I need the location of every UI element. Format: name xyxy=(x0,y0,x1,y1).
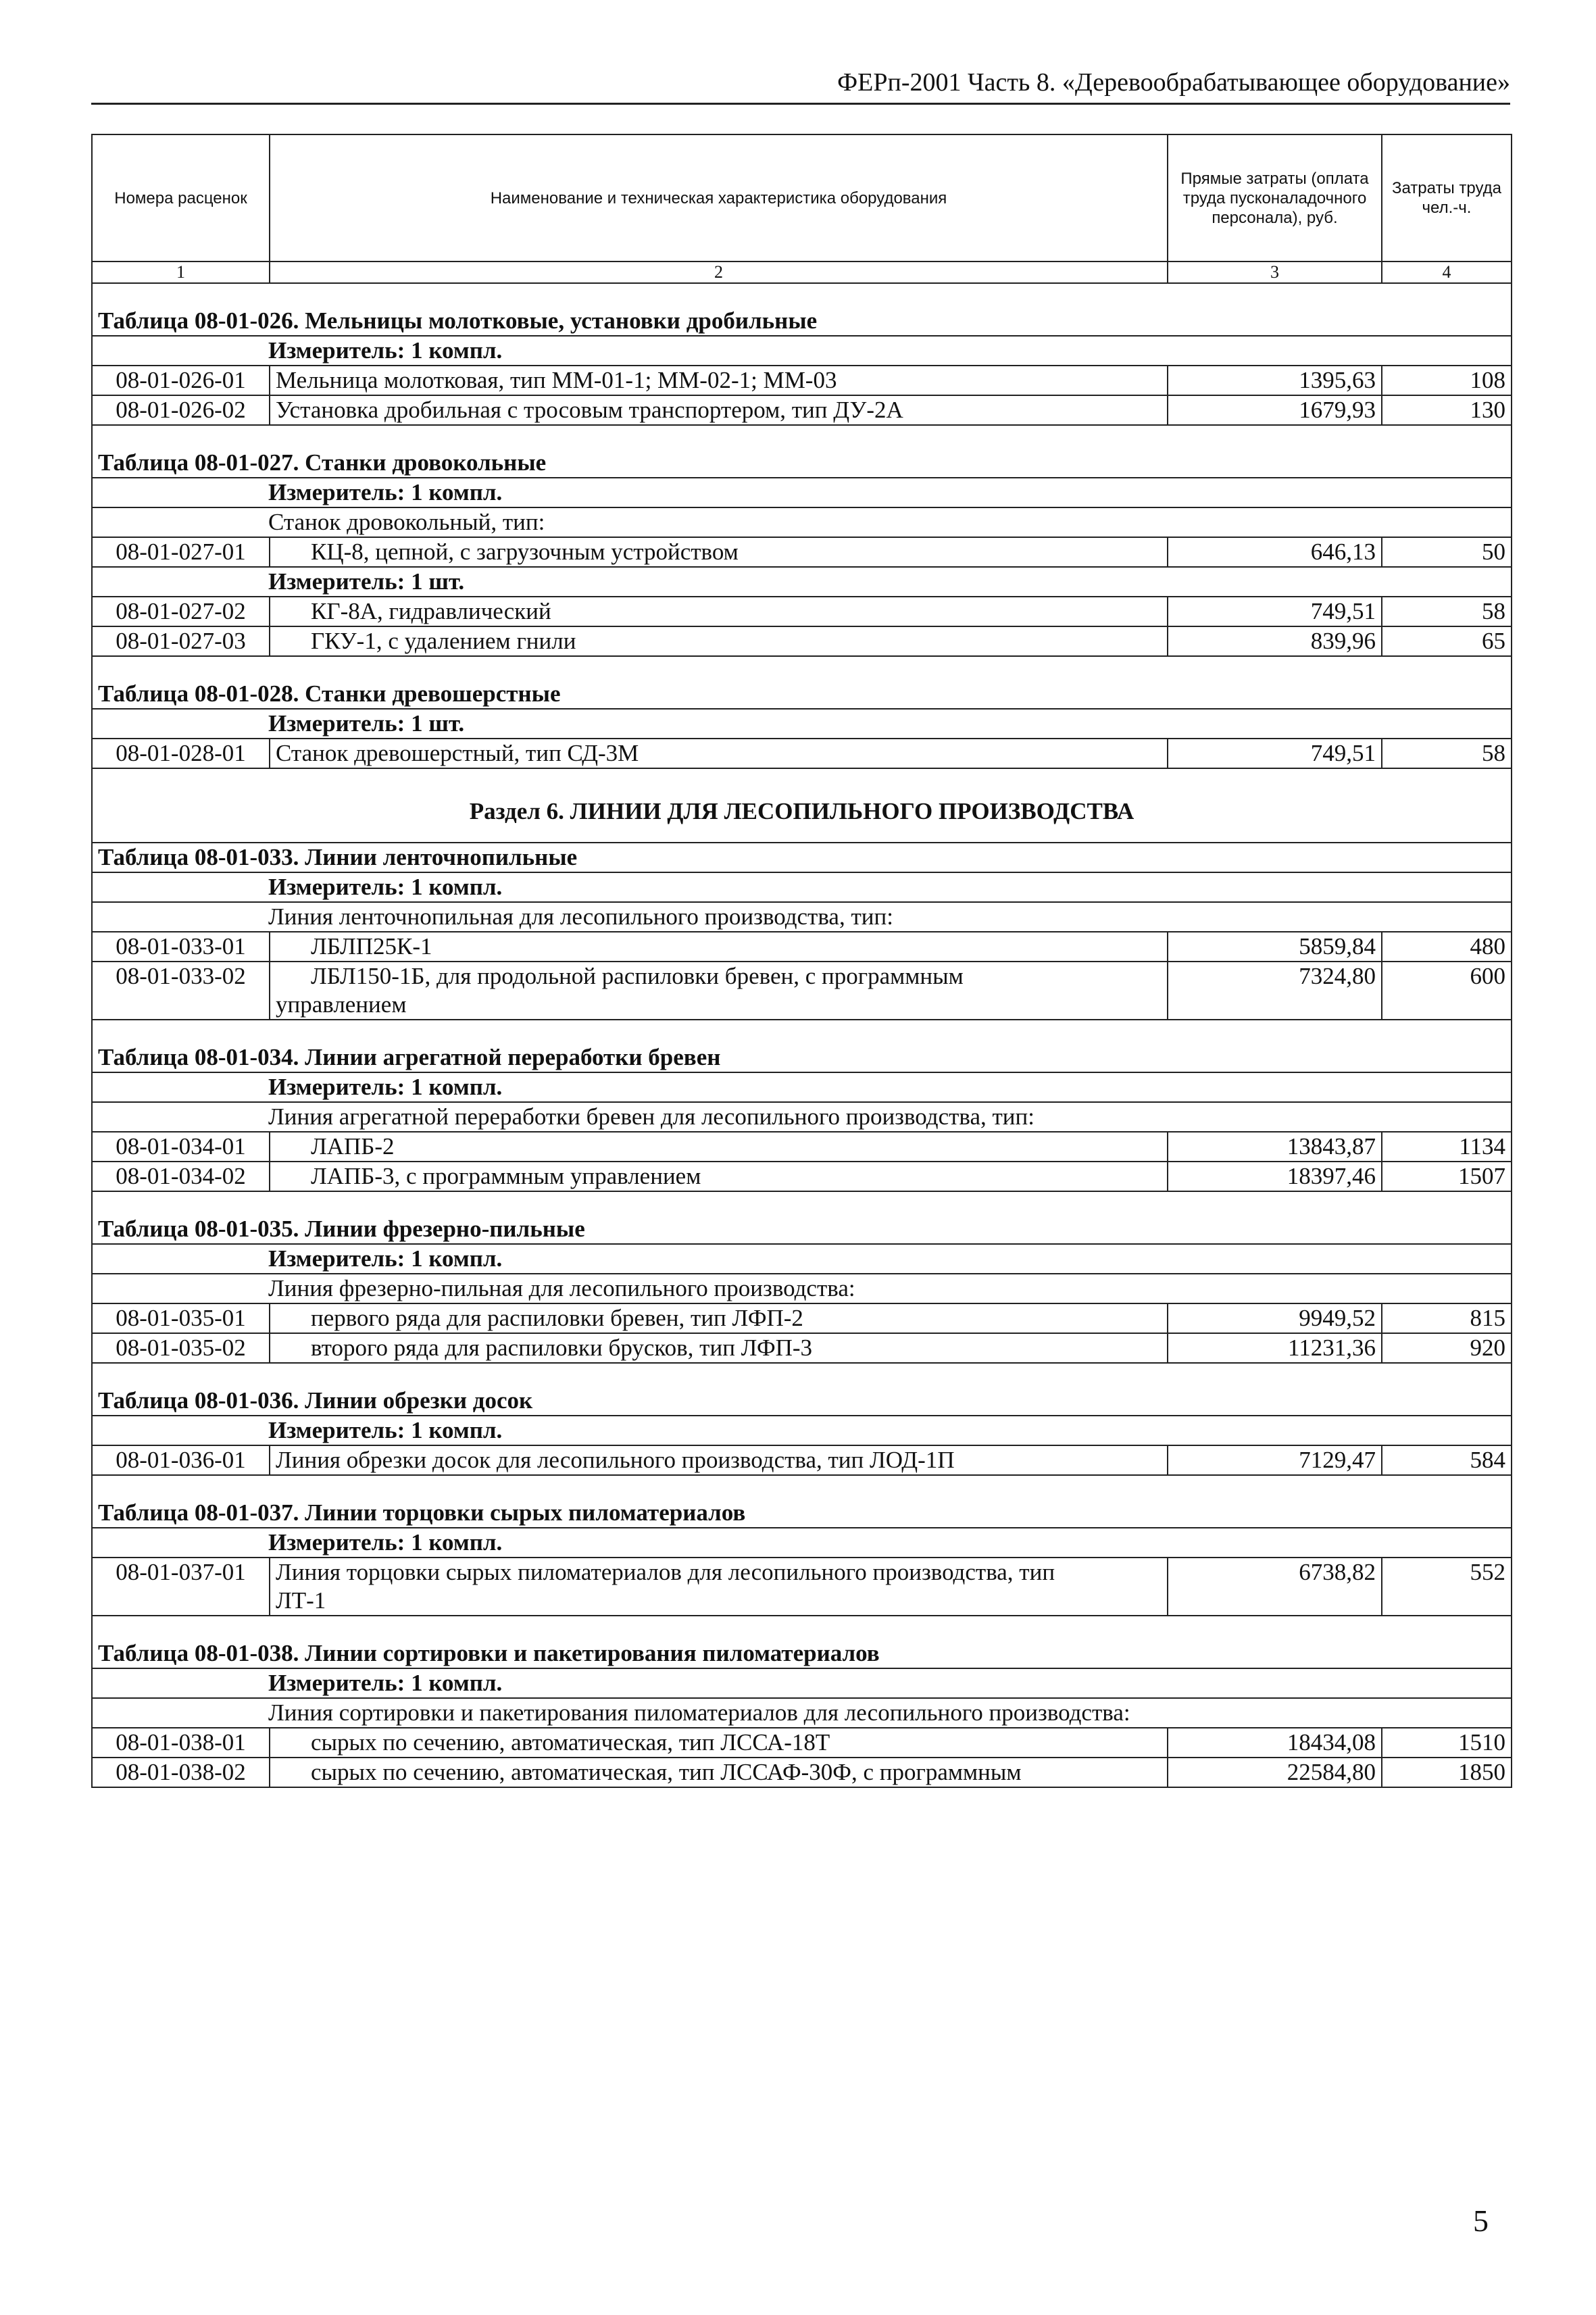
cost-value: 646,13 xyxy=(1168,537,1382,567)
cost-value: 6738,82 xyxy=(1168,1558,1382,1616)
column-number-row xyxy=(92,262,1512,283)
table-title: Таблица 08-01-028. Станки древошерстные xyxy=(92,656,1512,709)
table-title: Таблица 08-01-034. Линии агрегатной переработки бревен xyxy=(92,1020,1512,1072)
table-row xyxy=(92,597,1512,626)
table-row xyxy=(92,1333,1512,1363)
equipment-name: КГ-8А, гидравлический xyxy=(270,597,1168,626)
equipment-name-line2: управлением xyxy=(276,991,407,1018)
cost-value: 9949,52 xyxy=(1168,1303,1382,1333)
equipment-name-line1: ЛБЛ150-1Б, для продольной распиловки бревен, с программным xyxy=(311,963,964,989)
equipment-name: Установка дробильная с тросовым транспортером, тип ДУ-2А xyxy=(270,395,1168,425)
labor-value: 552 xyxy=(1382,1558,1512,1616)
cost-value: 7324,80 xyxy=(1168,962,1382,1020)
equipment-name: ГКУ-1, с удалением гнили xyxy=(270,626,1168,656)
unit-label: Измеритель: 1 компл. xyxy=(92,336,1512,366)
group-subhead: Линия агрегатной переработки бревен для лесопильного производства, тип: xyxy=(92,1102,1512,1132)
rate-code: 08-01-027-03 xyxy=(92,626,270,656)
equipment-name: КЦ-8, цепной, с загрузочным устройством xyxy=(270,537,1168,567)
labor-value: 65 xyxy=(1382,626,1512,656)
cost-value: 11231,36 xyxy=(1168,1333,1382,1363)
labor-value: 1510 xyxy=(1382,1728,1512,1758)
col-header-name: Наименование и техническая характеристика оборудования xyxy=(270,134,1168,262)
equipment-name: ЛАПБ-3, с программным управлением xyxy=(270,1162,1168,1191)
unit-label: Измеритель: 1 компл. xyxy=(92,478,1512,507)
equipment-name: Станок древошерстный, тип СД-3М xyxy=(270,739,1168,768)
group-subhead: Станок дровокольный, тип: xyxy=(92,507,1512,537)
rate-code: 08-01-035-01 xyxy=(92,1303,270,1333)
cost-value: 749,51 xyxy=(1168,739,1382,768)
rates-table xyxy=(91,134,1512,1788)
table-title: Таблица 08-01-037. Линии торцовки сырых пиломатериалов xyxy=(92,1475,1512,1528)
cost-value: 749,51 xyxy=(1168,597,1382,626)
labor-value: 1134 xyxy=(1382,1132,1512,1162)
equipment-name xyxy=(270,1558,1168,1616)
cost-value: 18434,08 xyxy=(1168,1728,1382,1758)
table-row xyxy=(92,366,1512,395)
cost-value: 22584,80 xyxy=(1168,1758,1382,1787)
table-row xyxy=(92,1162,1512,1191)
labor-value: 815 xyxy=(1382,1303,1512,1333)
unit-label: Измеритель: 1 компл. xyxy=(92,1528,1512,1558)
cost-value: 7129,47 xyxy=(1168,1445,1382,1475)
cost-value: 5859,84 xyxy=(1168,932,1382,962)
col-number-3: 3 xyxy=(1168,262,1382,283)
cost-value: 1679,93 xyxy=(1168,395,1382,425)
rate-code: 08-01-037-01 xyxy=(92,1558,270,1616)
rate-code: 08-01-033-02 xyxy=(92,962,270,1020)
section-heading: Раздел 6. ЛИНИИ ДЛЯ ЛЕСОПИЛЬНОГО ПРОИЗВОДСТВА xyxy=(92,768,1512,843)
labor-value: 58 xyxy=(1382,597,1512,626)
table-row xyxy=(92,932,1512,962)
table-row xyxy=(92,1728,1512,1758)
table-row xyxy=(92,395,1512,425)
labor-value: 584 xyxy=(1382,1445,1512,1475)
group-subhead: Линия фрезерно-пильная для лесопильного производства: xyxy=(92,1274,1512,1303)
labor-value: 600 xyxy=(1382,962,1512,1020)
rate-code: 08-01-026-01 xyxy=(92,366,270,395)
table-row xyxy=(92,626,1512,656)
labor-value: 58 xyxy=(1382,739,1512,768)
rate-code: 08-01-036-01 xyxy=(92,1445,270,1475)
table-title: Таблица 08-01-027. Станки дровокольные xyxy=(92,425,1512,478)
equipment-name: сырых по сечению, автоматическая, тип ЛССАФ-30Ф, с программным xyxy=(270,1758,1168,1787)
equipment-name: ЛАПБ-2 xyxy=(270,1132,1168,1162)
cost-value: 839,96 xyxy=(1168,626,1382,656)
labor-value: 920 xyxy=(1382,1333,1512,1363)
equipment-name xyxy=(270,962,1168,1020)
equipment-name: Мельница молотковая, тип ММ-01-1; ММ-02-1; ММ-03 xyxy=(270,366,1168,395)
cost-value: 1395,63 xyxy=(1168,366,1382,395)
equipment-name: Линия обрезки досок для лесопильного производства, тип ЛОД-1П xyxy=(270,1445,1168,1475)
column-header-row xyxy=(92,134,1512,262)
table-title: Таблица 08-01-033. Линии ленточнопильные xyxy=(92,843,1512,872)
group-subhead: Линия ленточнопильная для лесопильного производства, тип: xyxy=(92,902,1512,932)
unit-label: Измеритель: 1 шт. xyxy=(92,567,1512,597)
table-row xyxy=(92,739,1512,768)
labor-value: 1507 xyxy=(1382,1162,1512,1191)
labor-value: 50 xyxy=(1382,537,1512,567)
rate-code: 08-01-035-02 xyxy=(92,1333,270,1363)
table-row xyxy=(92,962,1512,1020)
equipment-name: второго ряда для распиловки брусков, тип ЛФП-3 xyxy=(270,1333,1168,1363)
rate-code: 08-01-028-01 xyxy=(92,739,270,768)
unit-label: Измеритель: 1 компл. xyxy=(92,1244,1512,1274)
table-title: Таблица 08-01-038. Линии сортировки и пакетирования пиломатериалов xyxy=(92,1616,1512,1668)
table-row xyxy=(92,1558,1512,1616)
table-title: Таблица 08-01-026. Мельницы молотковые, установки дробильные xyxy=(92,283,1512,336)
equipment-name: сырых по сечению, автоматическая, тип ЛССА-18Т xyxy=(270,1728,1168,1758)
equipment-name: первого ряда для распиловки бревен, тип ЛФП-2 xyxy=(270,1303,1168,1333)
rate-code: 08-01-026-02 xyxy=(92,395,270,425)
col-number-4: 4 xyxy=(1382,262,1512,283)
unit-label: Измеритель: 1 компл. xyxy=(92,1072,1512,1102)
equipment-name-line2: ЛТ-1 xyxy=(276,1587,326,1614)
col-header-labor: Затраты труда чел.-ч. xyxy=(1382,134,1512,262)
table-row xyxy=(92,1303,1512,1333)
rate-code: 08-01-033-01 xyxy=(92,932,270,962)
rate-code: 08-01-027-02 xyxy=(92,597,270,626)
rate-code: 08-01-034-02 xyxy=(92,1162,270,1191)
page-number: 5 xyxy=(1473,2204,1489,2238)
col-number-2: 2 xyxy=(270,262,1168,283)
col-number-1: 1 xyxy=(92,262,270,283)
table-title: Таблица 08-01-035. Линии фрезерно-пильные xyxy=(92,1191,1512,1244)
unit-label: Измеритель: 1 шт. xyxy=(92,709,1512,739)
unit-label: Измеритель: 1 компл. xyxy=(92,1668,1512,1698)
rate-code: 08-01-038-01 xyxy=(92,1728,270,1758)
table-row xyxy=(92,1758,1512,1787)
rate-code: 08-01-027-01 xyxy=(92,537,270,567)
col-header-code: Номера расценок xyxy=(92,134,270,262)
equipment-name: ЛБЛП25К-1 xyxy=(270,932,1168,962)
col-header-cost: Прямые затраты (оплата труда пусконаладочного персонала), руб. xyxy=(1168,134,1382,262)
labor-value: 108 xyxy=(1382,366,1512,395)
rate-code: 08-01-038-02 xyxy=(92,1758,270,1787)
labor-value: 1850 xyxy=(1382,1758,1512,1787)
page-header: ФЕРп-2001 Часть 8. «Деревообрабатывающее оборудование» xyxy=(91,68,1510,105)
cost-value: 13843,87 xyxy=(1168,1132,1382,1162)
labor-value: 480 xyxy=(1382,932,1512,962)
cost-value: 18397,46 xyxy=(1168,1162,1382,1191)
table-row xyxy=(92,1132,1512,1162)
equipment-name-line1: Линия торцовки сырых пиломатериалов для лесопильного производства, тип xyxy=(276,1559,1055,1585)
unit-label: Измеритель: 1 компл. xyxy=(92,872,1512,902)
group-subhead: Линия сортировки и пакетирования пиломатериалов для лесопильного производства: xyxy=(92,1698,1512,1728)
table-row xyxy=(92,1445,1512,1475)
rate-code: 08-01-034-01 xyxy=(92,1132,270,1162)
table-title: Таблица 08-01-036. Линии обрезки досок xyxy=(92,1363,1512,1416)
unit-label: Измеритель: 1 компл. xyxy=(92,1416,1512,1445)
table-row xyxy=(92,537,1512,567)
labor-value: 130 xyxy=(1382,395,1512,425)
